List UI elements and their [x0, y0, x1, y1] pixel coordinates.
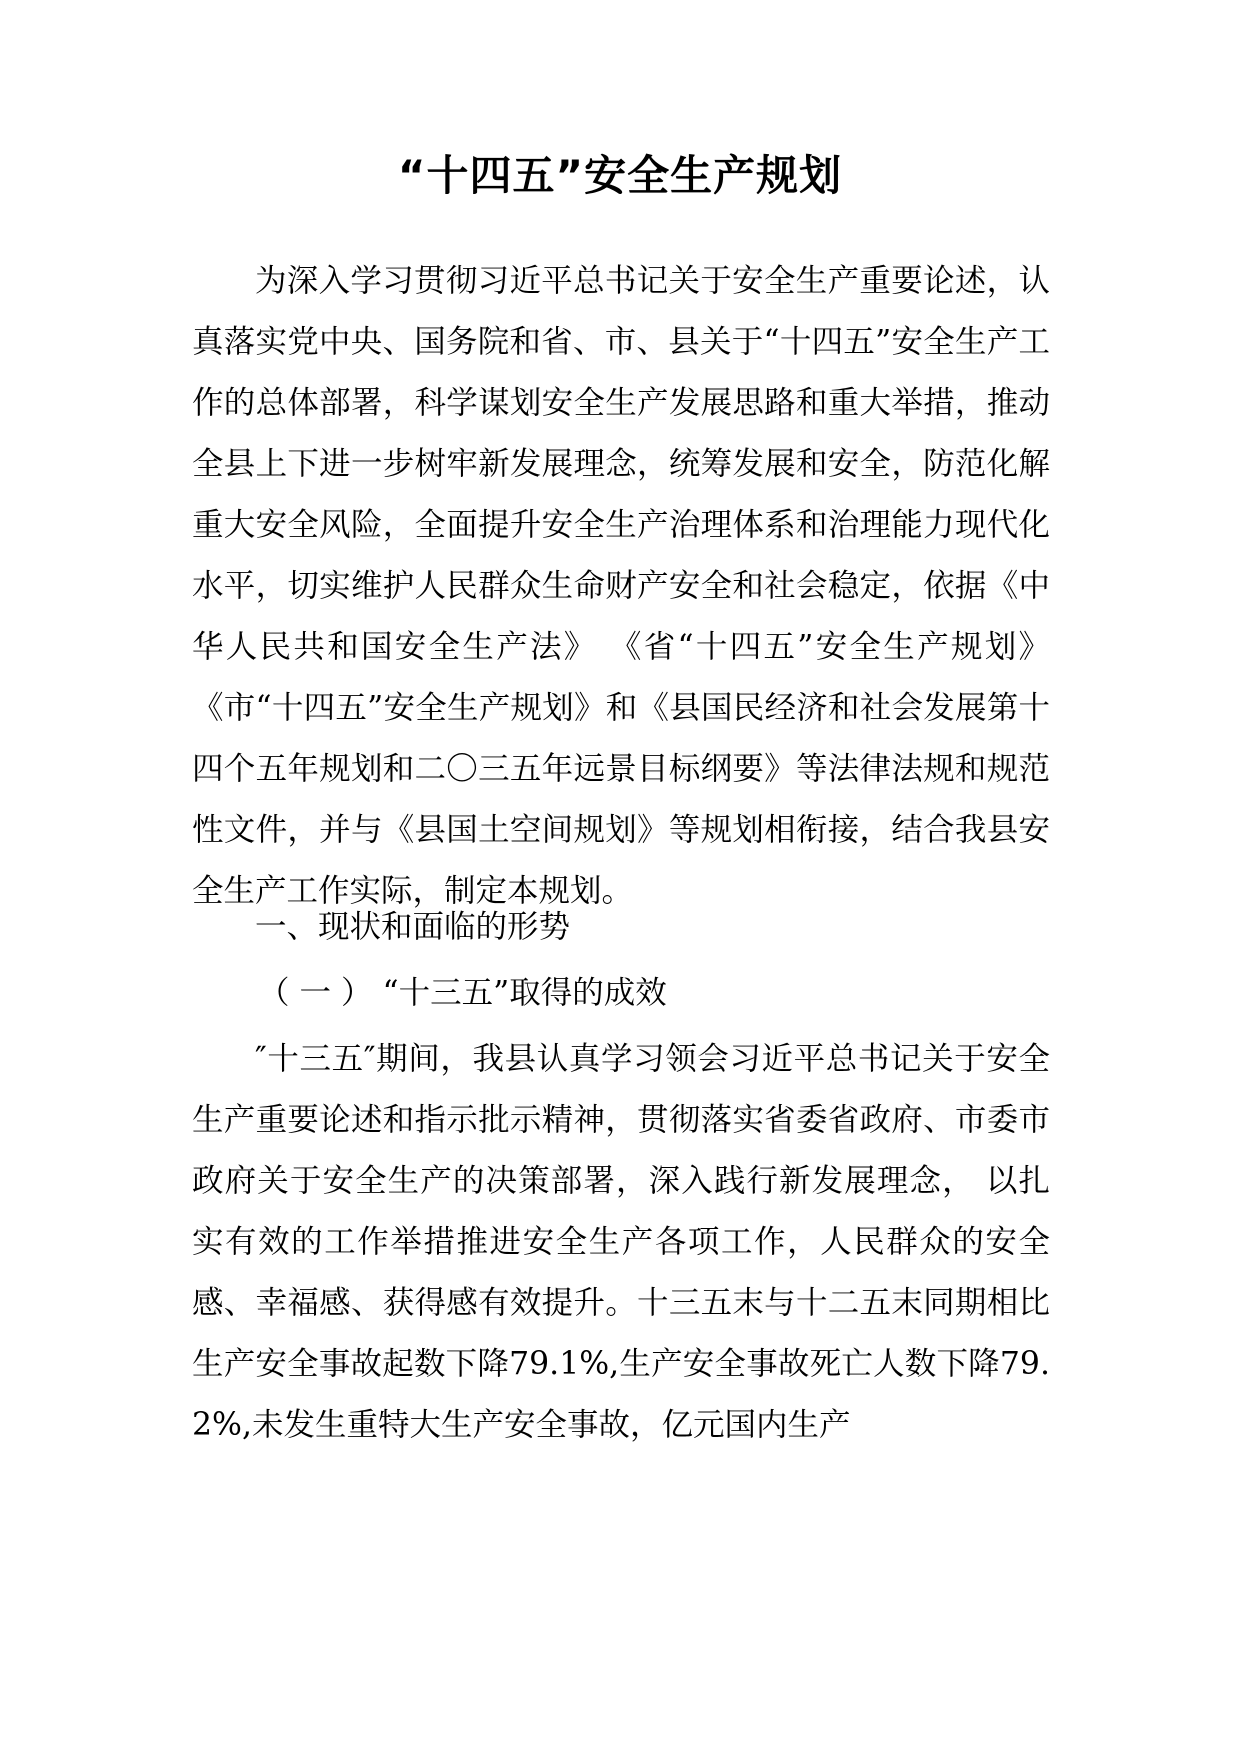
intro-paragraph: 为深入学习贯彻习近平总书记关于安全生产重要论述，认真落实党中央、国务院和省、市、县关于“十四五”安全生产工作的总体部署，科学谋划安全生产发展思路和重大举措，推动全县上下进一步树牢新发展理念，统筹发展和安全，防范化解重大安全风险，全面提升安全生产治理体系和治理能力现代化水平，切实维护人民群众生命财产安全和社会稳定，依据《中华人民共和国安全生产法》 《省“十四五”安全生产规划》 《市“十四五”安全生产规划》和《县国民经济和社会发展第十四个五年规划和二〇三五年远景目标纲要》等法律法规和规范性文件，并与《县国土空间规划》等规划相衔接，结合我县安全生产工作实际，制定本规划。	[192, 263, 1050, 909]
section-heading: 一、现状和面临的形势	[255, 909, 571, 945]
subsection-heading: （ 一 ） “十三五”取得的成效	[258, 975, 667, 1011]
achievements-paragraph: ″十三五″期间，我县认真学习领会习近平总书记关于安全生产重要论述和指示批示精神，贯彻落实省委省政府、市委市政府关于安全生产的决策部署，深入践行新发展理念， 以扎实有效的工作举措推进安全生产各项工作，人民群众的安全感、幸福感、获得感有效提升。十三五末与十二五末同期相比生产安全事故起数下降79.1%,生产安全事故死亡人数下降79.2%,未发生重特大生产安全事故，亿元国内生产	[192, 1041, 1050, 1443]
document-title: “十四五”安全生产规划	[397, 151, 843, 200]
